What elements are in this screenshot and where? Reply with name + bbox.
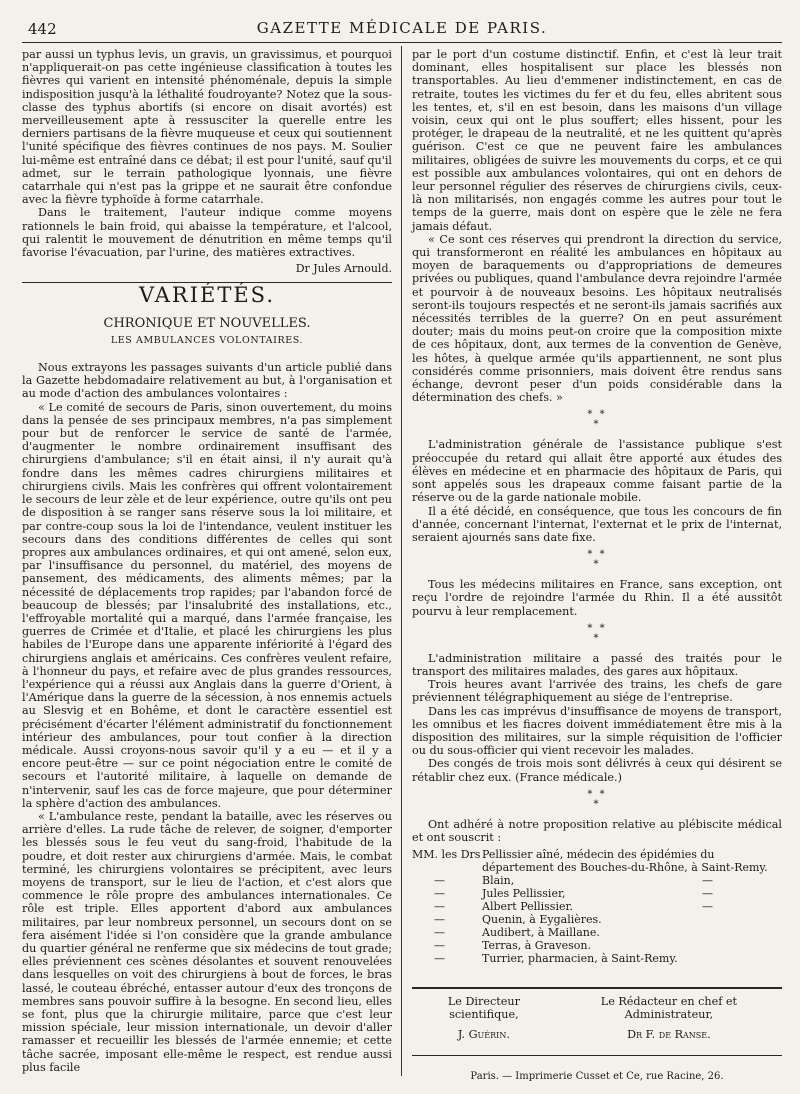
subscriber-row bbox=[412, 939, 782, 952]
section-title: VARIÉTÉS. bbox=[139, 283, 275, 308]
subscriber-row bbox=[412, 900, 782, 913]
left-column bbox=[22, 48, 392, 1074]
subscriber-name: Turrier, pharmacien, à Saint-Remy. bbox=[482, 952, 678, 966]
subscriber-name: Audibert, à Maillane. bbox=[482, 926, 600, 940]
subscriber-row bbox=[412, 913, 782, 926]
ditto-dash: — bbox=[434, 874, 445, 888]
article-conclusion: « Ce sont ces réserves qui prendront la direction du service, qui transformeront en réalité les ambulances en hôpitaux au moyen de baraquements ou d'appropriations de demeures privées ou publiques, quand l'ambulance devra rejoindre l'armée et pourvoir à de nouveaux besoins. Les hôpitaux neutralisés seront-ils toujours respectés et ne seront-ils jamais sacrifiés aux nécessités terribles de la guerre? On en peut assurément douter; mais du moins peut-on croire que la composition mixte de ces hôpitaux, dont, aux termes de la convention de Genève, les hôtes, à quelque armée qu'ils appartiennent, ne sont plus considérés comme prisonniers, mais doivent être rendus sans échange, devront peser d'un poids considérable dans la détermination des chefs. » bbox=[412, 232, 782, 405]
subsection-title: CHRONIQUE ET NOUVELLES. bbox=[103, 315, 311, 331]
right-column bbox=[412, 48, 782, 1082]
ditto-mark bbox=[702, 939, 782, 952]
ditto-mark: — bbox=[702, 900, 713, 914]
editor-name: Dr F. de Ranse. bbox=[627, 1027, 711, 1041]
news-assistance-publique: L'administration générale de l'assistance publique s'est préoccupée du retard qui allait être apporté aux études des élèves en médecine et en pharmacie des hôpitaux de Paris, qui sont appelés sous les drapeaux comme faisant partie de la réserve ou de la garde nationale mobile. bbox=[412, 438, 782, 505]
news-medecins-militaires: Tous les médecins militaires en France, sans exception, ont reçu l'ordre de rejoindre l'armée du Rhin. Il a été aussitôt pourvu à leur remplacement. bbox=[412, 578, 782, 618]
treatment-paragraph: Dans le traitement, l'auteur indique comme moyens rationnels le bain froid, qui abaisse la température, et l'alcool, qui ralentit le mouvement de dénutrition en même temps qu'il favorise l'évacuation, par l'urine, des matières extractives. bbox=[22, 206, 392, 260]
director-block bbox=[412, 995, 556, 1041]
ditto-dash: — bbox=[434, 913, 445, 927]
subscriber-name: Albert Pellissier. bbox=[482, 900, 574, 914]
ditto-dash: — bbox=[434, 900, 445, 914]
separator-stars: * * * bbox=[587, 549, 607, 571]
subscriber-row bbox=[412, 952, 782, 965]
news-trains: Trois heures avant l'arrivée des trains, les chefs de gare préviennent télégraphiquement au siége de l'entreprise. bbox=[412, 678, 782, 705]
editor-label: Le Rédacteur en chef et Administrateur, bbox=[600, 995, 738, 1022]
ditto-dash: — bbox=[434, 952, 445, 966]
separator-stars: * * * bbox=[587, 622, 607, 644]
ditto-dash: — bbox=[434, 939, 445, 953]
separator-stars: * * * bbox=[587, 788, 607, 810]
subscriber-name: Jules Pellissier, bbox=[482, 887, 566, 901]
ditto-dash: — bbox=[434, 887, 445, 901]
director-label: Le Directeur scientifique, bbox=[447, 995, 520, 1022]
plebiscite-intro: Ont adhéré à notre proposition relative au plébiscite médical et ont souscrit : bbox=[412, 817, 782, 844]
ditto-mark: — bbox=[702, 887, 713, 901]
page-header bbox=[22, 14, 782, 43]
news-conges: Des congés de trois mois sont délivrés à ceux qui désirent se rétablir chez eux. (France médicale.) bbox=[412, 757, 782, 784]
journal-title: GAZETTE MÉDICALE DE PARIS. bbox=[256, 19, 548, 37]
intro-paragraph: par aussi un typhus levis, un gravis, un gravissimus, et pourquoi n'appliquerait-on pas cette ingénieuse classification à toutes les fièvres qui varient en intensité phénoménale, depuis la simple indisposition jusqu'à la léthalité foudroyante? Notez que la sous-classe des typhus abortifs (si encore on disait avortés) est merveilleusement apte à ressusciter la querelle entre les derniers partisans de la fièvre muqueuse et ceux qui soutiennent l'unité spécifique des fièvres continues de nos pays. M. Soulier lui-même est entraîné dans ce débat; il est pour l'unité, sauf qu'il admet, sur le terrain pathologique lyonnais, une fièvre catarrhale qui n'est pas la grippe et ne saurait être confondue avec la fièvre typhoïde à forme catarrhale. bbox=[22, 48, 392, 207]
ditto-dash: — bbox=[434, 926, 445, 940]
subscriber-row: MM. les Drs Pellissier aîné, médecin des épidémies du département des Bouches-du-Rhône, à Saint-Remy. bbox=[412, 848, 768, 875]
news-omnibus: Dans les cas imprévus d'insuffisance de moyens de transport, les omnibus et les fiacres doivent immédiatement être mis à la disposition des militaires, sur la simple réquisition de l'officier ou du sous-officier qui vient recevoir les malades. bbox=[412, 704, 782, 758]
subscriber-row bbox=[412, 887, 782, 900]
news-transport: L'administration militaire a passé des traités pour le transport des militaires malades, des gares aux hôpitaux. bbox=[412, 651, 782, 678]
editor-block bbox=[556, 995, 782, 1041]
subscriber-row bbox=[412, 926, 782, 939]
subscriber-name: Blain, bbox=[482, 874, 515, 888]
ditto-mark bbox=[702, 952, 782, 965]
ditto-mark bbox=[702, 913, 782, 926]
separator-stars: * * * bbox=[587, 409, 607, 431]
article-paragraph-2: « Le comité de secours de Paris, sinon ouvertement, du moins dans la pensée de ses principaux membres, n'a pas simplement pour but de renforcer le service de santé de l'armée, d'augmenter le nombre ordinairement insuffisant des chirurgiens d'ambulance; s'il en était ainsi, il n'y aurait qu'à fondre dans les mêmes cadres chirurgiens militaires et chirurgiens civils. Mais les confrères qui offrent volontairement le secours de leur zèle et de leur expérience, outre qu'ils ont peu de disposition à se ranger sans réserve sous la loi militaire, et par contre-coup sous la loi de l'intendance, veulent instituer les secours dans des conditions différentes de celles qui sont propres aux ambulances ordinaires, et qui ont amené, selon eux, par l'insuffisance du personnel, du matériel, des moyens de pansement, des médicaments, des aliments mêmes; par la nécessité de déplacements trop rapides; par l'abandon forcé de beaucoup de blessés; par l'insalubrité des installations, etc., l'effroyable mortalité qui a marqué, dans l'armée française, les guerres de Crimée et d'Italie, et placé les chirurgiens les plus habiles de l'Europe dans une apparente infériorité à l'égard des chirurgiens anglais et américains. Ces confrères veulent refaire, à l'honneur du pays, et refaire avec de plus grandes ressources, l'expérience qui a réussi aux Anglais dans la guerre d'Orient, à l'Amérique dans la guerre de la sécession, à nos ennemis actuels au Slesvig et en Bohême, et dont le caractère essentiel est précisément d'écarter l'élément administratif du fonctionnement intérieur des ambulances, pour tout confier à la direction médicale. Aussi croyons-nous savoir qu'il y a eu — et il y a encore peut-être — sur ce point négociation entre le comité de secours et l'autorité militaire, à laquelle on demande de n'intervenir, sauf les cas de force majeure, que pour déterminer la sphère d'action des ambulances. bbox=[22, 400, 392, 810]
footer-rule bbox=[412, 987, 782, 989]
subscriber-row bbox=[412, 874, 782, 887]
signers bbox=[412, 995, 782, 1041]
director-name: J. Guérin. bbox=[457, 1027, 510, 1041]
subscriber-name: Terras, à Graveson. bbox=[482, 939, 591, 953]
printer-line: Paris. — Imprimerie Cusset et Ce, rue Racine, 26. bbox=[470, 1070, 724, 1082]
news-concours: Il a été décidé, en conséquence, que tous les concours de fin d'année, concernant l'internat, l'externat et le prix de l'internat, seraient ajournés sans date fixe. bbox=[412, 504, 782, 544]
column-divider bbox=[401, 46, 402, 1076]
subscriber-name: Quenin, à Eygalières. bbox=[482, 913, 602, 927]
article-paragraph-1: Nous extrayons les passages suivants d'un article publié dans la Gazette hebdomadaire relativement au but, à l'organisation et au mode d'action des ambulances volontaires : bbox=[22, 361, 392, 401]
author-signature: Dr Jules Arnould. bbox=[295, 262, 392, 276]
article-title: LES AMBULANCES VOLONTAIRES. bbox=[110, 334, 304, 346]
printer-rule bbox=[412, 1055, 782, 1056]
article-continuation: par le port d'un costume distinctif. Enfin, et c'est là leur trait dominant, elles hospitalisent sur place les blessés non transportables. Au lieu d'emmener indistinctement, en cas de retraite, toutes les victimes du fer et du feu, elles abritent sous les tentes, et, s'il en est besoin, dans les maisons d'un village voisin, ceux qui ont le plus souffert; elles hissent, pour les protéger, le drapeau de la neutralité, et ne les quittent qu'après guérison. C'est ce que ne peuvent faire les ambulances militaires, obligées de suivre les mouvements du corps, et ce qui est possible aux ambulances volontaires, qui ont en dehors de leur personnel régulier des réserves de chirurgiens civils, ceux-là non militarisés, non engagés comme les autres pour tout le temps de la guerre, mais dont on espère que le zèle ne fera jamais défaut. bbox=[412, 48, 782, 233]
subscriber-list bbox=[412, 848, 782, 965]
page-number: 442 bbox=[28, 20, 57, 38]
article-paragraph-3: « L'ambulance reste, pendant la bataille, avec les réserves ou arrière d'elles. La rude tâche de relever, de soigner, d'emporter les blessés sous le feu veut du sang-froid, l'habitude de la poudre, et doit rester aux chirurgiens d'armée. Mais, le combat terminé, les chirurgiens volontaires se précipitent, avec leurs moyens de transport, sur le lieu de l'action, et c'est alors que commence le rôle propre des ambulances internationales. Ce rôle est triple. Elles apportent d'abord aux ambulances militaires, par leur nombreux personnel, un secours dont on se fera aisément l'idée si l'on considère que la grande ambulance du quartier général ne renferme que six médecins de tout grade; elles préviennent ces scènes désolantes et souvent renouvelées dans lesquelles on voit des chirurgiens à bout de forces, le bras lassé, le couteau ébréché, entasser autour d'eux des tronçons de membres sans pouvoir suffire à la besogne. En second lieu, elles se font, plus que la chirurgie militaire, parce que c'est leur mission spéciale, leur mission internationale, un devoir d'aller ramasser et recueillir les blessés de l'armée ennemie; et cette tâche sacrée, imposant elle-même le respect, est rendue aussi plus facile bbox=[22, 809, 392, 1074]
ditto-mark bbox=[702, 926, 782, 939]
ditto-mark: — bbox=[702, 874, 713, 888]
